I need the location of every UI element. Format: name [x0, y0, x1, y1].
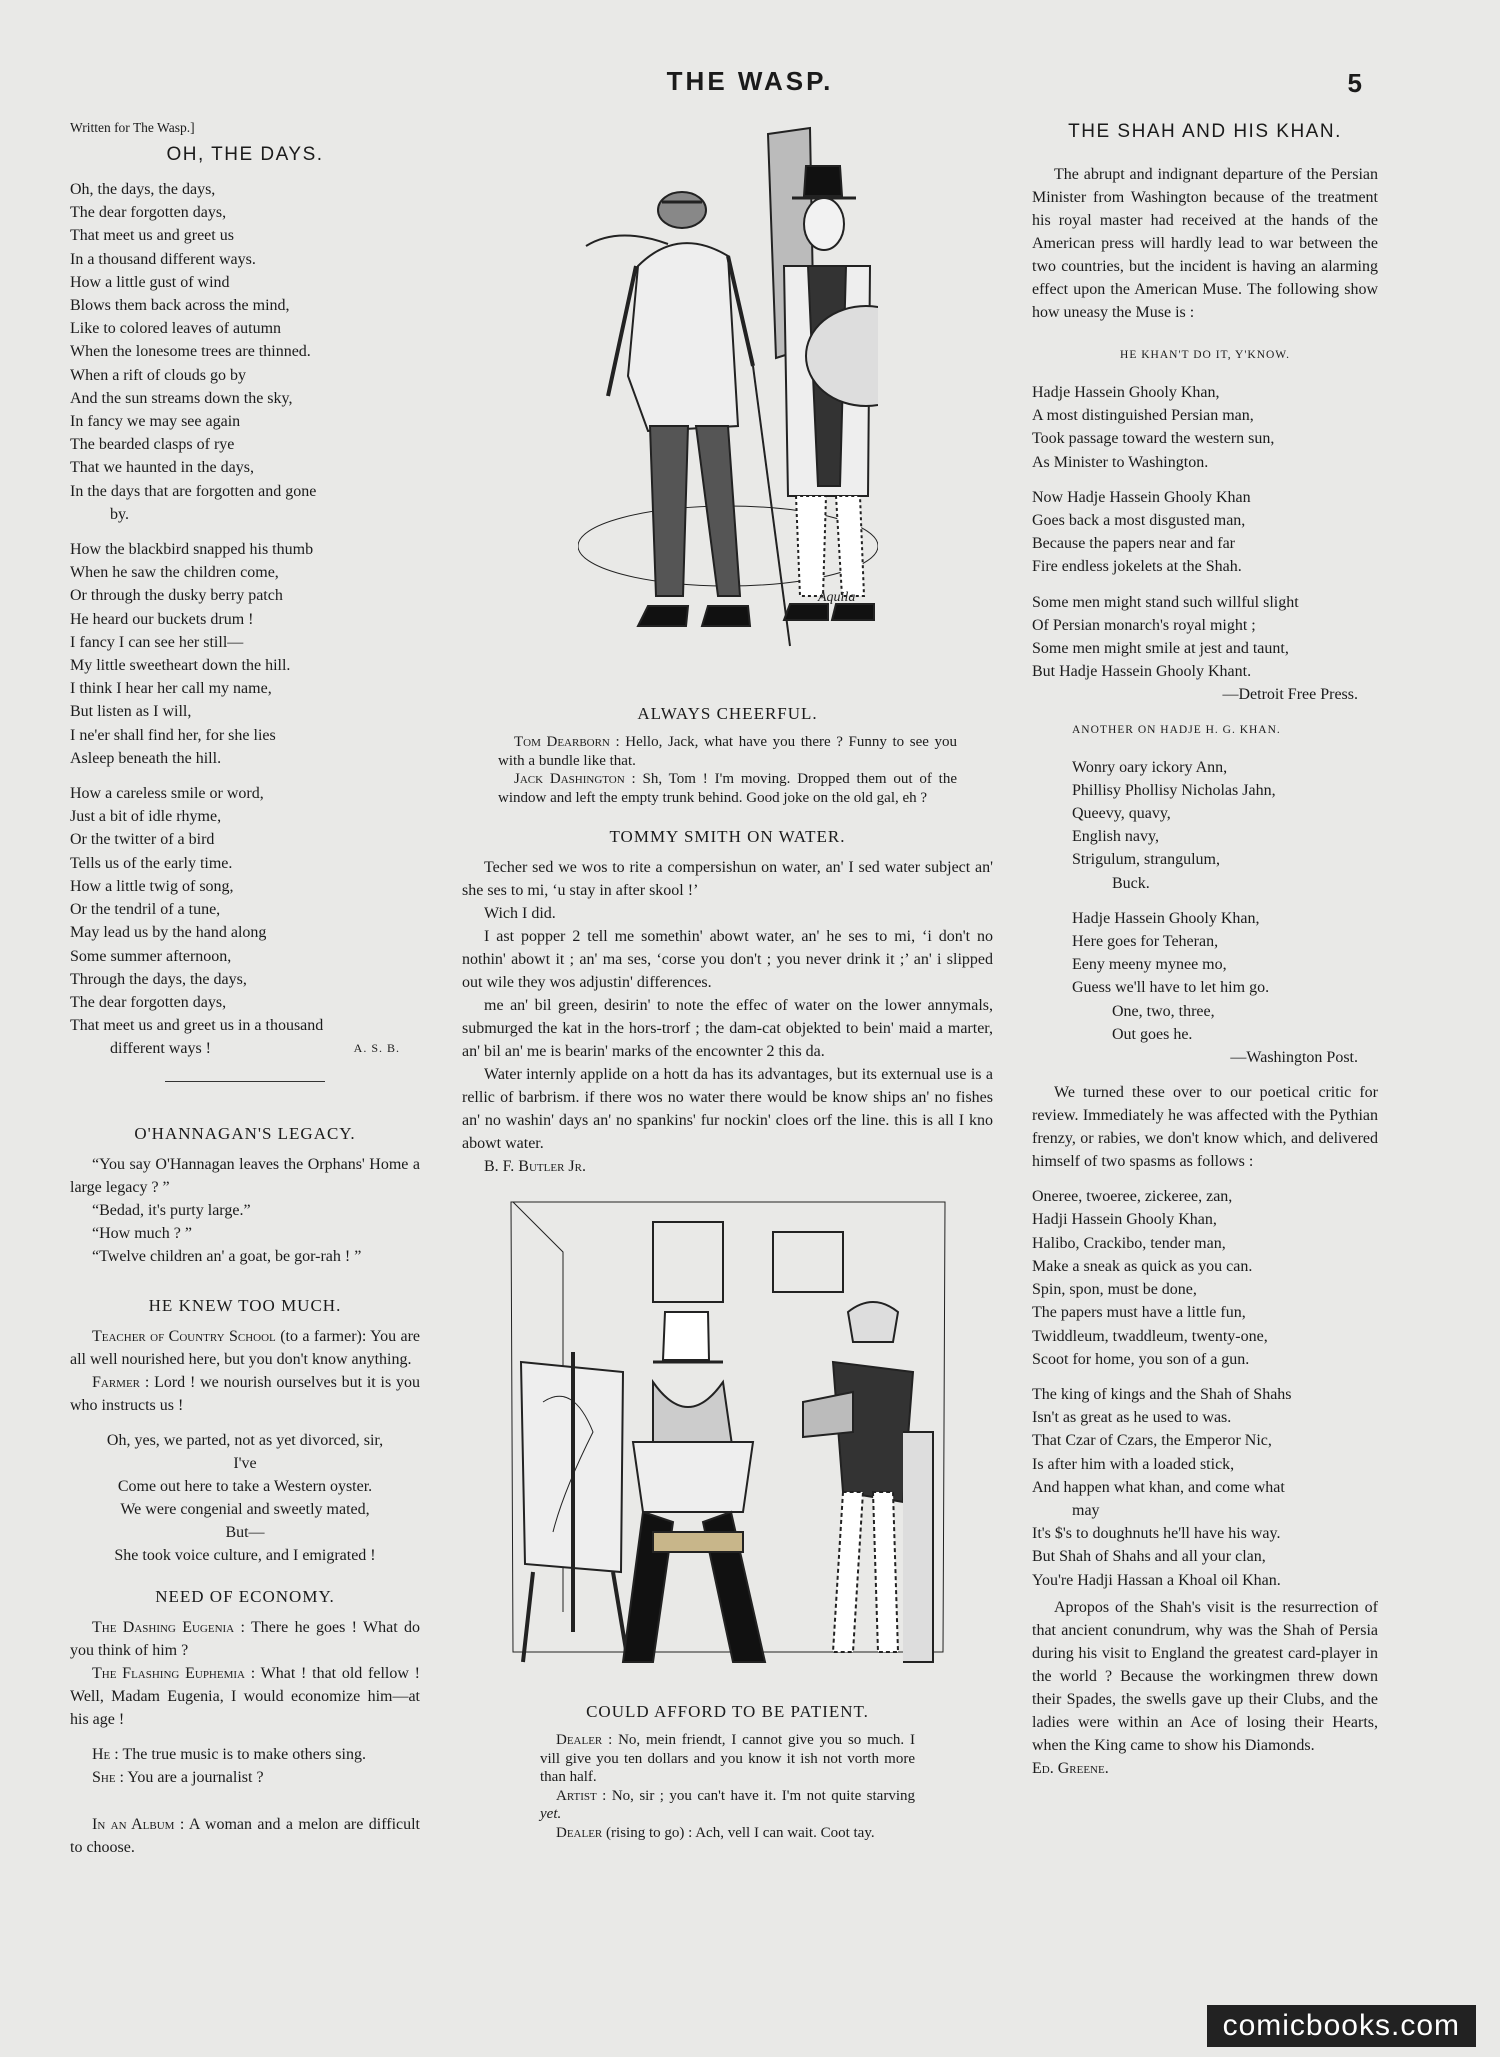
shah-title: THE SHAH AND HIS KHAN.: [1068, 121, 1342, 142]
poem-line: Fire endless jokelets at the Shah.: [1032, 558, 1242, 576]
column-right: [1032, 116, 1378, 1780]
khan-poem-2a: [1032, 756, 1378, 895]
economy-body: [70, 1616, 420, 1859]
prose-paragraph: I ast popper 2 tell me somethin' abowt water, an' he ses to mi, ‘i don't no nothin' abowt it ; an' ma ses, ‘corse you don't ; you never drink it ;’ an' i slipped out wile they wos adjustin' differences.: [462, 928, 993, 991]
poem-line: Now Hadje Hassein Ghooly Khan: [1032, 488, 1251, 506]
closing-paragraph: [1032, 1596, 1378, 1780]
poem-line: But Shah of Shahs and all your clan,: [1032, 1548, 1266, 1566]
poem-line: And happen what khan, and come what: [1032, 1478, 1285, 1496]
poem-line: You're Hadji Hassan a Khoal oil Khan.: [1032, 1571, 1281, 1589]
poem-line: Eeny meeny mynee mo,: [1072, 956, 1227, 974]
poem-line: But Hadje Hassein Ghooly Khant.: [1032, 663, 1252, 681]
dialog-text: Ach, vell I can wait. Coot tay.: [695, 1824, 875, 1841]
dialog-line: [498, 733, 957, 770]
patient-body: [460, 1731, 995, 1842]
poem-line: That meet us and greet us: [70, 227, 234, 245]
speaker: The Flashing Euphemia :: [92, 1664, 256, 1682]
poem-line: Through the days, the days,: [70, 970, 247, 988]
poem-line: How the blackbird snapped his thumb: [70, 541, 314, 559]
prose-paragraph: Water internly applide on a hott da has its advantages, but its externual use is a rellic of barbrism. if there wos no water there would be know ships an' no fishes an' no washin' days an' no spankins' fur nockin' cloes orf the line. this is all I kno abowt water.: [462, 1066, 993, 1152]
poem-line: Asleep beneath the hill.: [70, 749, 222, 767]
speaker: She :: [92, 1768, 125, 1786]
poem-line: Hadji Hassein Ghooly Khan,: [1032, 1211, 1217, 1229]
poem-line: In the days that are forgotten and gone: [70, 482, 317, 500]
poem-line: Wonry oary ickory Ann,: [1072, 758, 1228, 776]
dialog-line: [70, 1662, 420, 1731]
poem-line: Here goes for Teheran,: [1072, 933, 1219, 951]
verse-line: We were congenial and sweetly mated,: [120, 1500, 370, 1518]
poem-line: Or the twitter of a bird: [70, 831, 215, 849]
site-watermark: comicbooks.com: [1207, 2005, 1476, 2047]
poem-line: The dear forgotten days,: [70, 993, 227, 1011]
poem-line: May lead us by the hand along: [70, 924, 267, 942]
poem-line: Or through the dusky berry patch: [70, 587, 283, 605]
prose-paragraph: The abrupt and indignant departure of the Persian Minister from Washington because of the treatment his royal master had received at the hands of the American press will hardly lead to war between the two countries, but the incident is having an alarming effect upon the American Muse. The following show how uneasy the Muse is :: [1032, 166, 1378, 321]
poem-line: When a rift of clouds go by: [70, 366, 246, 384]
dialog-text: Lord ! we nourish ourselves but it is you who instructs us !: [70, 1373, 421, 1414]
poem-line: I think I hear her call my name,: [70, 680, 272, 698]
poem-line: Blows them back across the mind,: [70, 297, 290, 315]
poem-line: Some summer afternoon,: [70, 947, 232, 965]
verse-line: She took voice culture, and I emigrated !: [114, 1546, 376, 1564]
speaker: Jack Dashington :: [514, 771, 636, 787]
source-credit: —Detroit Free Press.: [1222, 686, 1358, 704]
legacy-body: [70, 1153, 420, 1268]
dialog-line: [540, 1824, 915, 1843]
poem-line: Strigulum, strangulum,: [1072, 851, 1220, 869]
poem-line: A most distinguished Persian man,: [1032, 407, 1254, 425]
subhead-khant: HE KHAN'T DO IT, Y'KNOW.: [1120, 349, 1290, 361]
cartoon-art-studio-image: [503, 1192, 953, 1692]
poem-line: I fancy I can see her still—: [70, 633, 244, 651]
speaker: He :: [92, 1745, 119, 1763]
poem-line: Of Persian monarch's royal might ;: [1032, 616, 1256, 634]
poem-line: Or the tendril of a tune,: [70, 901, 221, 919]
dialog-text: (to a farmer): You are all well nourished here, but you don't know anything.: [70, 1327, 421, 1368]
poem-line: But listen as I will,: [70, 703, 192, 721]
cartoon-two-gentlemen-image: [578, 126, 878, 696]
dialog-text: The true music is to make others sing.: [122, 1745, 366, 1763]
poem-line: The papers must have a little fun,: [1032, 1304, 1246, 1322]
poem-line: How a careless smile or word,: [70, 785, 264, 803]
poem-line: Oh, the days, the days,: [70, 181, 216, 198]
dialog-line: “You say O'Hannagan leaves the Orphans' Home a large legacy ? ”: [70, 1155, 420, 1196]
dialog-text: There he goes ! What do you think of him ?: [70, 1618, 420, 1659]
poem-line: And the sun streams down the sky,: [70, 389, 293, 407]
dialog-line: [70, 1616, 420, 1662]
poem-line-last: [70, 1037, 420, 1060]
artist-signature: Aquila: [817, 590, 855, 605]
poem-line: My little sweetheart down the hill.: [70, 657, 291, 675]
khan-poem-3b: [1032, 1383, 1378, 1592]
poem-line: Some men might smile at jest and taunt,: [1032, 640, 1289, 658]
dialog-text: A woman and a melon are difficult to choose.: [70, 1815, 420, 1856]
cheerful-body: [460, 733, 995, 807]
poem-line: As Minister to Washington.: [1032, 453, 1209, 471]
poem-title: OH, THE DAYS.: [166, 144, 324, 165]
knew-title: HE KNEW TOO MUCH.: [148, 1295, 342, 1315]
poem-line: How a little twig of song,: [70, 877, 234, 895]
dialog-line: [498, 770, 957, 807]
poem-line: Because the papers near and far: [1032, 535, 1235, 553]
speaker: The Dashing Eugenia :: [92, 1618, 245, 1636]
speaker: Tom Dearborn :: [514, 734, 620, 750]
poem-line: It's $'s to doughnuts he'll have his way.: [1032, 1525, 1281, 1543]
poem-line: by.: [110, 505, 129, 523]
dialog-line: [70, 1371, 420, 1417]
credit-line: Written for The Wasp.]: [70, 120, 195, 135]
knew-body: [70, 1325, 420, 1417]
tommy-title: TOMMY SMITH ON WATER.: [609, 827, 846, 846]
signature-text: B. F. Butler Jr.: [484, 1158, 586, 1175]
dialog-italic: yet.: [540, 1806, 562, 1822]
verse-line: I've: [233, 1454, 257, 1472]
tommy-body: [460, 856, 995, 1178]
dialog-text: Hello, Jack, what have you there ? Funny to see you with a bundle like that.: [498, 734, 958, 769]
dialog-line: [70, 1743, 420, 1766]
khan-poem-2b: [1032, 907, 1378, 1069]
page-header: [0, 66, 1500, 106]
poem-line: Isn't as great as he used to was.: [1032, 1409, 1232, 1427]
poem-line-text: different ways !: [110, 1040, 211, 1058]
section-divider: [165, 1081, 325, 1082]
speaker: In an Album :: [92, 1815, 185, 1833]
poem-line: Spin, spon, must be done,: [1032, 1281, 1197, 1299]
cheerful-title: ALWAYS CHEERFUL.: [637, 704, 818, 723]
poem-line: When the lonesome trees are thinned.: [70, 343, 311, 361]
dialog-text: What ! that old fellow ! Well, Madam Eugenia, I would economize him—at his age !: [70, 1664, 420, 1728]
poem-line: Just a bit of idle rhyme,: [70, 808, 222, 826]
dialog-stage: (rising to go) :: [606, 1824, 693, 1841]
article-signature: [1032, 1757, 1378, 1780]
dialog-line: “Bedad, it's purty large.”: [92, 1201, 251, 1219]
poem-line: Scoot for home, you son of a gun.: [1032, 1350, 1250, 1368]
source-credit: —Washington Post.: [1230, 1049, 1358, 1067]
speaker: Teacher of Country School: [92, 1327, 276, 1345]
poem-line: Make a sneak as quick as you can.: [1032, 1257, 1253, 1275]
poem-stanza-3: [70, 782, 420, 1060]
column-center: [460, 126, 995, 1842]
poem-line: Hadje Hassein Ghooly Khan,: [1032, 384, 1220, 401]
dialog-text: You are a journalist ?: [127, 1768, 264, 1786]
poem-line: Tells us of the early time.: [70, 854, 233, 872]
prose-paragraph: Apropos of the Shah's visit is the resurrection of that ancient conundrum, why was the Shah of Persia during his visit to England the greatest card-player in the world ? Because the workingmen threw down their Spades, the swells gave up their Clubs, and the ladies were within an Ace of losing their Hearts, when the King came to show his Diamonds.: [1032, 1598, 1378, 1754]
khan-poem-1c: [1032, 591, 1378, 707]
poem-line: How a little gust of wind: [70, 273, 230, 291]
speaker: Farmer :: [92, 1373, 150, 1391]
speaker: Artist :: [556, 1787, 607, 1804]
legacy-title: O'HANNAGAN'S LEGACY.: [134, 1123, 356, 1143]
poem-line: Oneree, twoeree, zickeree, zan,: [1032, 1188, 1233, 1206]
poem-line: Is after him with a loaded stick,: [1032, 1455, 1235, 1473]
dialog-text: Sh, Tom ! I'm moving. Dropped them out of the window and left the empty trunk behind. Good joke on the old gal, eh ?: [498, 771, 958, 806]
khan-poem-1b: [1032, 486, 1378, 579]
speaker: Dealer: [556, 1824, 603, 1841]
poem-line: may: [1072, 1501, 1100, 1519]
dialog-text: No, mein friendt, I cannot give you so much. I vill give you ten dollars and you know it ish not vorth more than half.: [540, 1732, 915, 1785]
poem-line: That meet us and greet us in a thousand: [70, 1017, 324, 1035]
verse-line: Oh, yes, we parted, not as yet divorced, sir,: [106, 1431, 384, 1449]
poem-stanza-2: [70, 538, 420, 770]
poem-line: Buck.: [1112, 874, 1150, 892]
poem-line: I ne'er shall find her, for she lies: [70, 726, 276, 744]
poem-stanza-1: [70, 178, 420, 526]
dialog-line: “Twelve children an' a goat, be gor-rah ! ”: [92, 1247, 362, 1265]
dialog-line: [70, 1325, 420, 1371]
poem-line: In a thousand different ways.: [70, 250, 256, 268]
khan-poem-3a: [1032, 1185, 1378, 1371]
signature-text: Ed. Greene.: [1032, 1759, 1109, 1777]
verse-line: Come out here to take a Western oyster.: [117, 1477, 373, 1495]
poem-line: One, two, three,: [1112, 1002, 1215, 1020]
poem-line: Guess we'll have to let him go.: [1072, 979, 1270, 997]
prose-paragraph: Wich I did.: [484, 905, 556, 922]
khan-poem-1a: [1032, 381, 1378, 474]
poem-line: The bearded clasps of rye: [70, 436, 235, 454]
masthead: THE WASP.: [666, 66, 834, 96]
speaker: Dealer :: [556, 1732, 613, 1748]
poem-line: He heard our buckets drum !: [70, 610, 254, 628]
poem-line: Hadje Hassein Ghooly Khan,: [1072, 909, 1260, 927]
column-left: [70, 116, 420, 1859]
poem-line: Goes back a most disgusted man,: [1032, 512, 1246, 530]
poem-line: Like to colored leaves of autumn: [70, 320, 282, 338]
poem-line: The dear forgotten days,: [70, 204, 227, 222]
poem-line: Some men might stand such willful slight: [1032, 593, 1299, 611]
dialog-text: No, sir ; you can't have it. I'm not quite starving: [611, 1787, 916, 1804]
illustration-patient: [503, 1192, 953, 1692]
poem-line: Out goes he.: [1112, 1025, 1193, 1043]
dialog-line: [70, 1813, 420, 1859]
poem-line: Queevy, quavy,: [1072, 805, 1171, 823]
economy-title: NEED OF ECONOMY.: [155, 1586, 335, 1606]
article-signature: [462, 1155, 993, 1178]
illustration-always-cheerful: [578, 126, 878, 696]
poem-signature: A. S. B.: [353, 1041, 400, 1056]
poem-line: That Czar of Czars, the Emperor Nic,: [1032, 1432, 1272, 1450]
prose-paragraph: Techer sed we wos to rite a compersishun on water, an' I sed water subject an' she ses to mi, ‘u stay in after skool !’: [462, 859, 993, 899]
poem-line: That we haunted in the days,: [70, 459, 254, 477]
poem-line: In fancy we may see again: [70, 413, 241, 431]
dialog-line: [540, 1787, 915, 1824]
poem-line: Halibo, Crackibo, tender man,: [1032, 1234, 1226, 1252]
prose-paragraph: me an' bil green, desirin' to note the effec of water on the lower annymals, submurged the kat in the hors-trorf ; the dam-cat objekted to bein' maid a marter, an' bil an' me is bearin' marks of the encownter 2 this da.: [462, 997, 993, 1060]
shah-intro: [1032, 163, 1378, 324]
poem-line: Took passage toward the western sun,: [1032, 430, 1275, 448]
subhead-another: ANOTHER ON HADJE H. G. KHAN.: [1072, 723, 1281, 736]
dialog-line: “How much ? ”: [92, 1224, 192, 1242]
poem-line: The king of kings and the Shah of Shahs: [1032, 1385, 1292, 1403]
poem-line: Phillisy Phollisy Nicholas Jahn,: [1072, 781, 1276, 799]
dialog-line: [70, 1766, 420, 1789]
verse-line: But—: [225, 1523, 265, 1541]
page-number: 5: [1347, 68, 1362, 98]
poem-line: When he saw the children come,: [70, 564, 279, 582]
prose-paragraph: We turned these over to our poetical critic for review. Immediately he was affected with the Pythian frenzy, or rabies, we don't know which, and delivered himself of two spasms as follows :: [1032, 1084, 1378, 1171]
poem-line: English navy,: [1072, 828, 1159, 846]
dialog-line: [540, 1731, 915, 1787]
patient-title: COULD AFFORD TO BE PATIENT.: [586, 1702, 869, 1721]
poem-line: Twiddleum, twaddleum, twenty-one,: [1032, 1327, 1268, 1345]
verse-block: [70, 1429, 420, 1567]
critic-paragraph: [1032, 1081, 1378, 1173]
